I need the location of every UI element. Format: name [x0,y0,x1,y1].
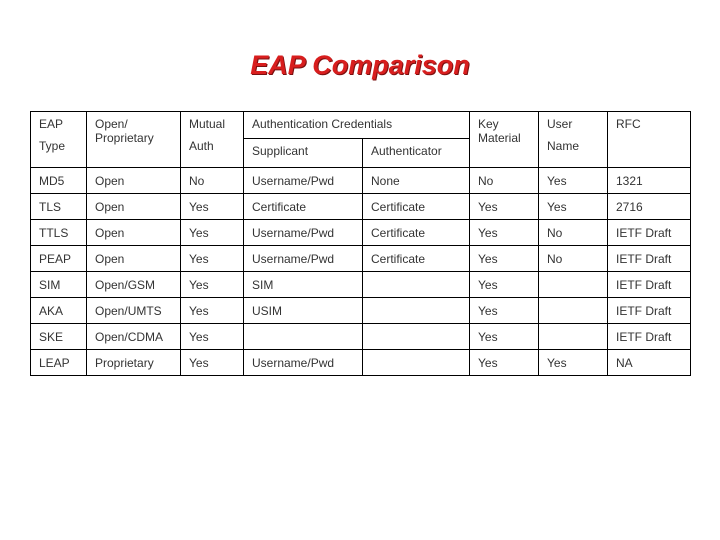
cell-user: Yes [539,194,608,220]
cell-user [539,272,608,298]
cell-authenticator [363,324,470,350]
cell-key: No [470,168,539,194]
header-eap-line2: Type [39,139,66,153]
cell-key: Yes [470,298,539,324]
table-row [31,220,691,246]
header-rfc: RFC [608,112,691,168]
table-row [31,324,691,350]
cell-open: Open/GSM [87,272,181,298]
cell-supplicant: SIM [244,272,363,298]
cell-key: Yes [470,194,539,220]
table-row [31,350,691,376]
cell-supplicant: USIM [244,298,363,324]
cell-user: Yes [539,350,608,376]
cell-open: Open [87,246,181,272]
header-open-proprietary [87,112,181,168]
cell-key: Yes [470,272,539,298]
eap-comparison-table [30,111,691,376]
cell-open: Open/UMTS [87,298,181,324]
cell-type: PEAP [31,246,87,272]
header-eap-line1: EAP [39,117,64,131]
cell-open: Proprietary [87,350,181,376]
cell-rfc: IETF Draft [608,298,691,324]
cell-mutual: Yes [181,246,244,272]
cell-mutual: Yes [181,324,244,350]
header-key-material [470,112,539,168]
table-row [31,272,691,298]
cell-key: Yes [470,246,539,272]
cell-authenticator [363,272,470,298]
cell-mutual: Yes [181,220,244,246]
cell-type: TLS [31,194,87,220]
table-row [31,246,691,272]
cell-type: SKE [31,324,87,350]
cell-type: LEAP [31,350,87,376]
table-row [31,298,691,324]
header-open-line1: Open/ [95,117,128,131]
cell-key: Yes [470,220,539,246]
header-open-line2: Proprietary [95,131,154,145]
cell-open: Open [87,168,181,194]
cell-supplicant: Username/Pwd [244,350,363,376]
cell-open: Open [87,194,181,220]
header-key-line2: Material [478,131,521,145]
cell-authenticator [363,298,470,324]
cell-supplicant: Username/Pwd [244,246,363,272]
cell-user [539,298,608,324]
cell-rfc: IETF Draft [608,246,691,272]
header-mutual-line1: Mutual [189,117,226,131]
cell-supplicant [244,324,363,350]
cell-supplicant: Username/Pwd [244,220,363,246]
cell-rfc: IETF Draft [608,220,691,246]
header-user-line1: User [547,117,573,131]
header-authenticator: Authenticator [363,138,470,167]
cell-type: SIM [31,272,87,298]
cell-rfc: 2716 [608,194,691,220]
cell-key: Yes [470,350,539,376]
cell-user: No [539,220,608,246]
cell-type: MD5 [31,168,87,194]
cell-mutual: Yes [181,194,244,220]
header-row [31,112,691,139]
header-user-line2: Name [547,139,580,153]
cell-type: AKA [31,298,87,324]
cell-rfc: 1321 [608,168,691,194]
cell-rfc: IETF Draft [608,272,691,298]
header-mutual-line2: Auth [189,139,214,153]
cell-open: Open [87,220,181,246]
cell-open: Open/CDMA [87,324,181,350]
header-eap-type [31,112,87,168]
header-user-name [539,112,608,168]
cell-authenticator: Certificate [363,246,470,272]
header-key-line1: Key [478,117,499,131]
table-row [31,194,691,220]
header-supplicant: Supplicant [244,138,363,167]
slide-title: EAP Comparison [250,50,470,80]
cell-user: No [539,246,608,272]
header-mutual-auth [181,112,244,168]
cell-user: Yes [539,168,608,194]
cell-type: TTLS [31,220,87,246]
cell-mutual: Yes [181,350,244,376]
cell-rfc: IETF Draft [608,324,691,350]
header-authentication-credentials: Authentication Credentials [244,112,470,139]
cell-authenticator [363,350,470,376]
cell-authenticator: Certificate [363,220,470,246]
cell-rfc: NA [608,350,691,376]
cell-mutual: No [181,168,244,194]
cell-user [539,324,608,350]
cell-mutual: Yes [181,298,244,324]
cell-mutual: Yes [181,272,244,298]
cell-key: Yes [470,324,539,350]
cell-authenticator: None [363,168,470,194]
table-row [31,168,691,194]
cell-supplicant: Username/Pwd [244,168,363,194]
cell-authenticator: Certificate [363,194,470,220]
cell-supplicant: Certificate [244,194,363,220]
